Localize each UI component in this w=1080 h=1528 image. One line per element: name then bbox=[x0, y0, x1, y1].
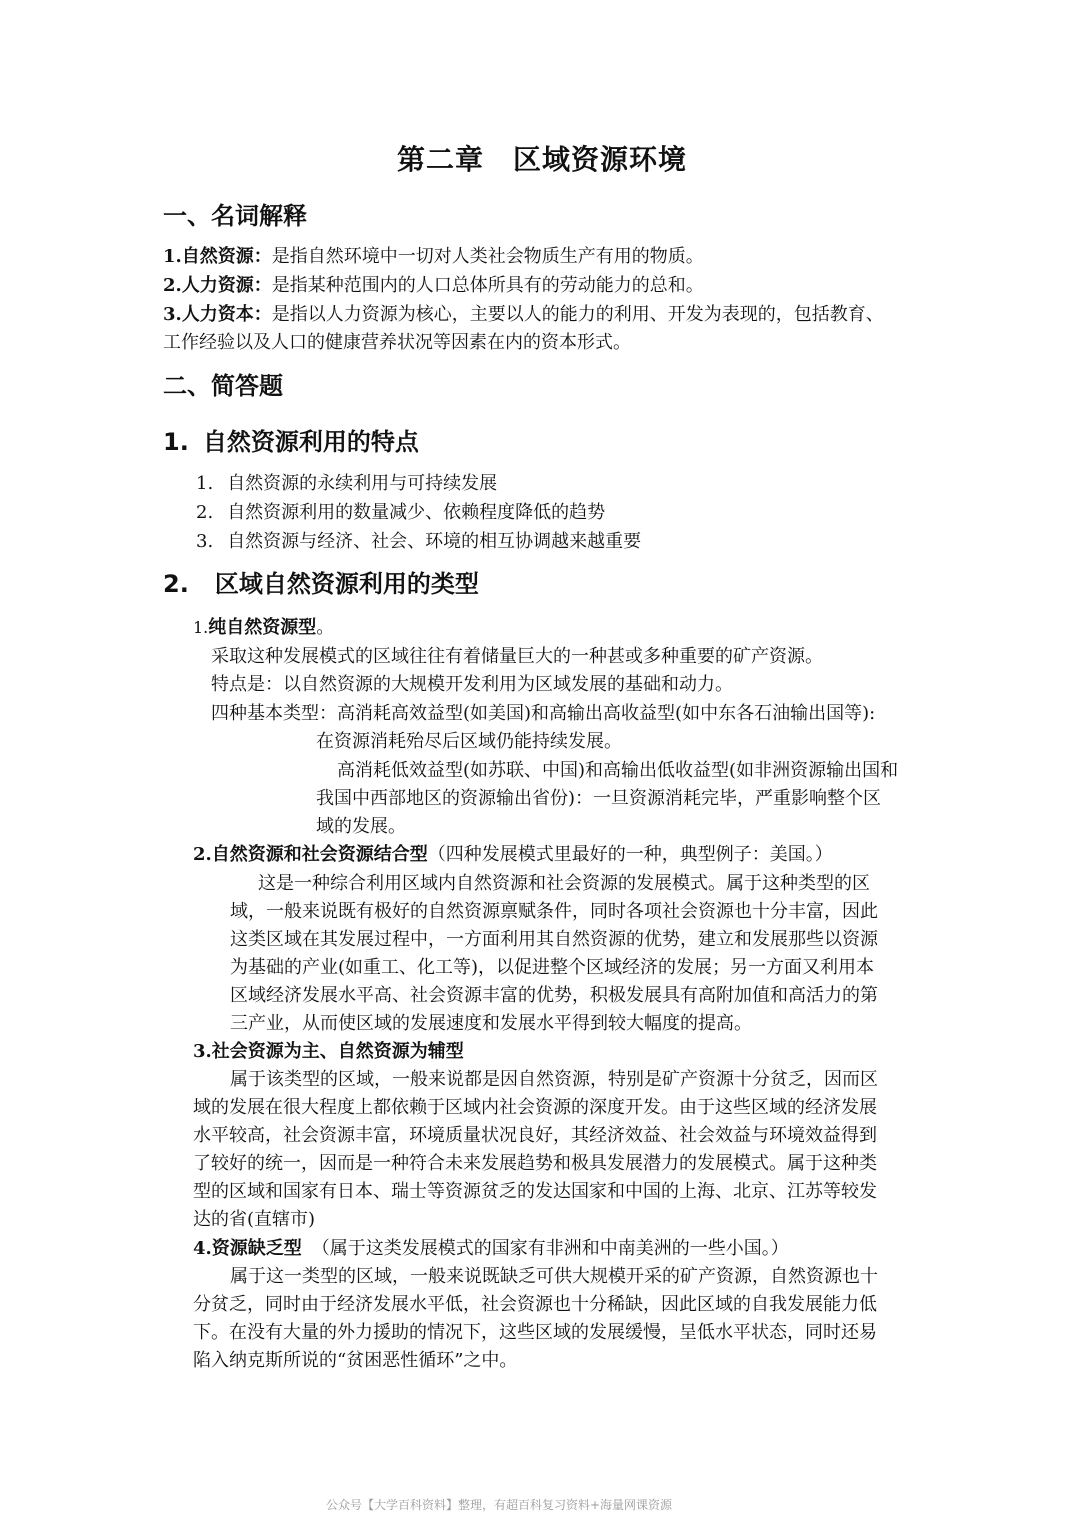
question-1-heading bbox=[163, 430, 419, 454]
paragraph-line: 这类区域在其发展过程中，一方面利用其自然资源的优势，建立和发展那些以资源 bbox=[230, 929, 878, 950]
paragraph-line: 这是一种综合利用区域内自然资源和社会资源的发展模式。属于这种类型的区 bbox=[258, 873, 870, 894]
term-label: 3.人力资本： bbox=[163, 304, 272, 325]
term-definition-continued: 工作经验以及人口的健康营养状况等因素在内的资本形式。 bbox=[163, 332, 631, 353]
section-heading-definitions: 一、名词解释 bbox=[163, 202, 307, 230]
term-label: 2.人力资源： bbox=[163, 275, 272, 296]
section-heading-short-answer: 二、简答题 bbox=[163, 372, 283, 400]
paragraph-line: 属于这一类型的区域，一般来说既缺乏可供大规模开采的矿产资源，自然资源也十 bbox=[230, 1266, 878, 1287]
list-item: 3. 自然资源与经济、社会、环境的相互协调越来越重要 bbox=[196, 531, 642, 552]
type-3-heading: 3.社会资源为主、自然资源为辅型 bbox=[193, 1041, 464, 1062]
term-human-resources bbox=[163, 277, 704, 295]
paragraph-line: 域的发展在很大程度上都依赖于区域内社会资源的深度开发。由于这些区域的经济发展 bbox=[193, 1097, 877, 1118]
type-1-heading: 1.纯自然资源型。 bbox=[193, 617, 335, 638]
question-number: 1. bbox=[163, 428, 189, 456]
paragraph-line: 了较好的统一，因而是一种符合未来发展趋势和极具发展潜力的发展模式。属于这种类 bbox=[193, 1153, 877, 1174]
paragraph-line: 四种基本类型：高消耗高效益型(如美国)和高输出高收益型(如中东各石油输出国等): bbox=[211, 703, 876, 724]
paragraph-line: 为基础的产业(如重工、化工等)，以促进整个区域经济的发展；另一方面又利用本 bbox=[230, 957, 875, 978]
paragraph-line: 我国中西部地区的资源输出省份)：一旦资源消耗完毕，严重影响整个区 bbox=[316, 788, 882, 809]
footer-watermark: 公众号【大学百科资料】整理，有超百科复习资料+海量网课资源 bbox=[326, 1498, 673, 1512]
paragraph-line: 属于该类型的区域，一般来说都是因自然资源，特别是矿产资源十分贫乏，因而区 bbox=[230, 1069, 878, 1090]
paragraph-line: 高消耗低效益型(如苏联、中国)和高输出低收益型(如非洲资源输出国和 bbox=[337, 760, 899, 781]
list-item: 1. 自然资源的永续利用与可持续发展 bbox=[196, 473, 498, 494]
term-label: 1.自然资源： bbox=[163, 246, 272, 267]
paragraph-line: 陷入纳克斯所说的“贫困恶性循环”之中。 bbox=[193, 1350, 518, 1371]
page-title: 第二章 区域资源环境 bbox=[397, 143, 688, 176]
paragraph-line: 特点是：以自然资源的大规模开发利用为区域发展的基础和动力。 bbox=[211, 674, 733, 695]
term-definition: 是指以人力资源为核心，主要以人的能力的利用、开发为表现的，包括教育、 bbox=[271, 304, 884, 325]
paragraph-line: 域，一般来说既有极好的自然资源禀赋条件，同时各项社会资源也十分丰富，因此 bbox=[230, 901, 878, 922]
question-title: 自然资源利用的特点 bbox=[202, 428, 419, 456]
term-human-capital bbox=[163, 306, 884, 324]
paragraph-line: 区域经济发展水平高、社会资源丰富的优势，积极发展具有高附加值和高活力的第 bbox=[230, 985, 878, 1006]
question-title: 区域自然资源利用的类型 bbox=[214, 570, 479, 598]
paragraph-line: 达的省(直辖市) bbox=[193, 1209, 316, 1230]
term-definition: 是指自然环境中一切对人类社会物质生产有用的物质。 bbox=[271, 246, 704, 267]
term-natural-resources bbox=[163, 248, 704, 266]
paragraph-line: 在资源消耗殆尽后区域仍能持续发展。 bbox=[316, 731, 622, 752]
question-2-heading bbox=[163, 572, 479, 596]
paragraph-line: 域的发展。 bbox=[316, 816, 406, 837]
term-definition: 是指某种范围内的人口总体所具有的劳动能力的总和。 bbox=[271, 275, 704, 296]
paragraph-line: 采取这种发展模式的区域往往有着储量巨大的一种甚或多种重要的矿产资源。 bbox=[211, 646, 823, 667]
list-item: 2. 自然资源利用的数量减少、依赖程度降低的趋势 bbox=[196, 502, 606, 523]
paragraph-line: 下。在没有大量的外力援助的情况下，这些区域的发展缓慢，呈低水平状态，同时还易 bbox=[193, 1322, 877, 1343]
paragraph-line: 三产业，从而使区域的发展速度和发展水平得到较大幅度的提高。 bbox=[230, 1013, 752, 1034]
type-4-heading: 4.资源缺乏型 （属于这类发展模式的国家有非洲和中南美洲的一些小国。） bbox=[193, 1238, 789, 1259]
question-number: 2. bbox=[163, 570, 189, 598]
type-2-heading: 2.自然资源和社会资源结合型（四种发展模式里最好的一种，典型例子：美国。） bbox=[193, 844, 833, 865]
paragraph-line: 分贫乏，同时由于经济发展水平低，社会资源也十分稀缺，因此区域的自我发展能力低 bbox=[193, 1294, 877, 1315]
paragraph-line: 型的区域和国家有日本、瑞士等资源贫乏的发达国家和中国的上海、北京、江苏等较发 bbox=[193, 1181, 877, 1202]
paragraph-line: 水平较高，社会资源丰富，环境质量状况良好，其经济效益、社会效益与环境效益得到 bbox=[193, 1125, 877, 1146]
